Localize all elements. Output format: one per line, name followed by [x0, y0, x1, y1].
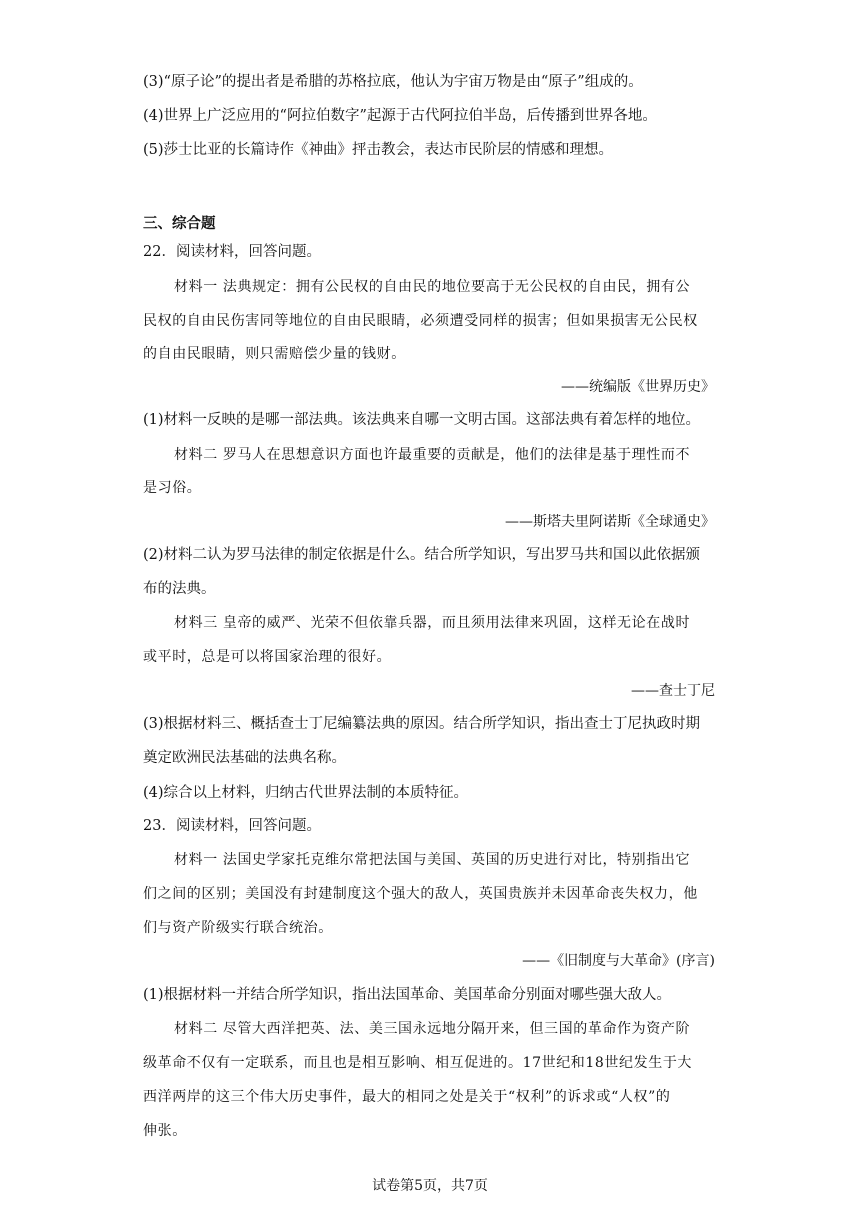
q23-material2-line3: 西洋两岸的这三个伟大历史事件，最大的相同之处是关于“权利”的诉求或“人权”的: [143, 1089, 671, 1105]
q22-material1-source: ——统编版《世界历史》: [561, 379, 715, 395]
statement-3: (3)“原子论”的提出者是希腊的苏格拉底，他认为宇宙万物是由“原子”组成的。: [143, 74, 643, 90]
q23-title: 23．阅读材料，回答问题。: [143, 818, 321, 834]
q23-material2-line1: 材料二 尽管大西洋把英、法、美三国永远地分隔开来，但三国的革命作为资产阶: [174, 1021, 691, 1037]
q22-title: 22．阅读材料，回答问题。: [143, 244, 321, 260]
q23-material2-line2: 级革命不仅有一定联系，而且也是相互影响、相互促进的。17世纪和18世纪发生于大: [143, 1055, 693, 1071]
q23-material2-line4: 伸张。: [143, 1123, 187, 1139]
q22-question1: (1)材料一反映的是哪一部法典。该法典来自哪一文明古国。这部法典有着怎样的地位。: [143, 412, 701, 428]
q23-material1-line3: 们与资产阶级实行联合统治。: [143, 920, 333, 936]
q22-question4: (4)综合以上材料，归纳古代世界法制的本质特征。: [143, 785, 469, 801]
q22-material3-line1: 材料三 皇帝的威严、光荣不但依靠兵器，而且须用法律来巩固，这样无论在战时: [174, 615, 691, 631]
q22-material3-line2: 或平时，总是可以将国家治理的很好。: [143, 649, 392, 665]
q22-material2-line1: 材料二 罗马人在思想意识方面也许最重要的贡献是，他们的法律是基于理性而不: [174, 447, 691, 463]
q22-material3-source: ——查士丁尼: [631, 683, 715, 699]
statement-5: (5)莎士比亚的长篇诗作《神曲》抨击教会，表达市民阶层的情感和理想。: [143, 142, 614, 158]
section-title: 三、综合题: [143, 215, 216, 232]
q22-material1-line1: 材料一 法典规定：拥有公民权的自由民的地位要高于无公民权的自由民，拥有公: [174, 279, 691, 295]
q23-question1: (1)根据材料一并结合所学知识，指出法国革命、美国革命分别面对哪些强大敌人。: [143, 987, 672, 1003]
page-footer: 试卷第5页，共7页: [372, 1178, 488, 1194]
q22-question3-line1: (3)根据材料三、概括查士丁尼编纂法典的原因。结合所学知识，指出查士丁尼执政时期: [143, 716, 701, 732]
q22-material2-source: ——斯塔夫里阿诺斯《全球通史》: [505, 514, 715, 530]
q22-question2-line2: 布的法典。: [143, 581, 216, 597]
statement-4: (4)世界上广泛应用的“阿拉伯数字”起源于古代阿拉伯半岛，后传播到世界各地。: [143, 108, 657, 124]
q22-material2-line2: 是习俗。: [143, 480, 202, 496]
q23-material1-line1: 材料一 法国史学家托克维尔常把法国与美国、英国的历史进行对比，特别指出它: [174, 852, 691, 868]
q22-question3-line2: 奠定欧洲民法基础的法典名称。: [143, 750, 346, 766]
q22-question2-line1: (2)材料二认为罗马法律的制定依据是什么。结合所学知识，写出罗马共和国以此依据颁: [143, 547, 701, 563]
q23-material1-source: ——《旧制度与大革命》(序言): [522, 953, 715, 969]
q22-material1-line3: 的自由民眼睛，则只需赔偿少量的钱财。: [143, 346, 406, 362]
q22-material1-line2: 民权的自由民伤害同等地位的自由民眼睛，必须遭受同样的损害；但如果损害无公民权: [143, 313, 698, 329]
q23-material1-line2: 们之间的区别；美国没有封建制度这个强大的敌人，英国贵族并未因革命丧失权力，他: [143, 886, 698, 902]
